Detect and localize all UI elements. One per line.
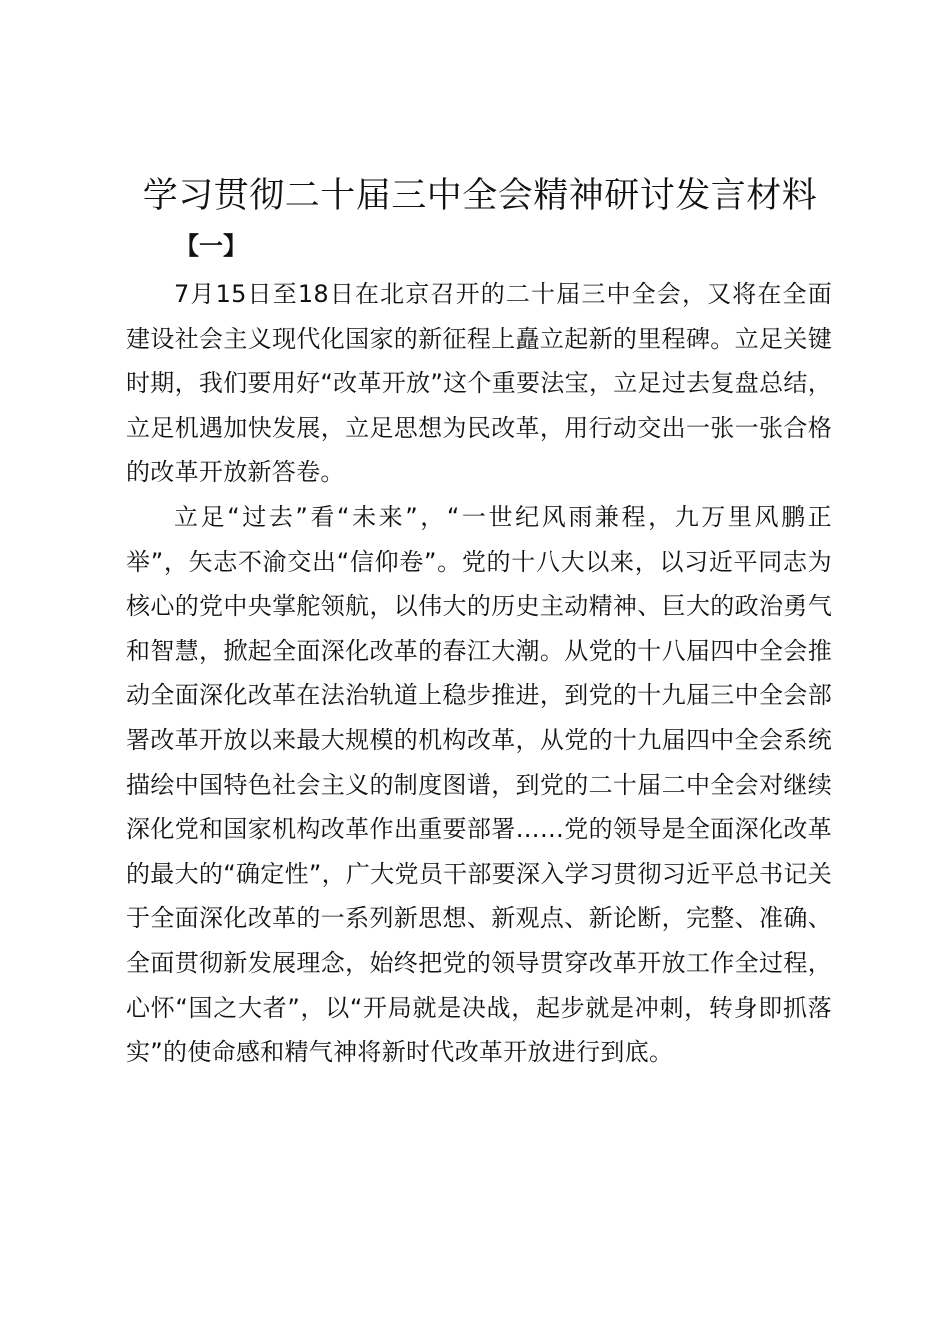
document-body — [126, 272, 832, 1075]
document-title: 学习贯彻二十届三中全会精神研讨发言材料 — [142, 176, 818, 216]
paragraph-2: 立足“过去”看“未来”，“一世纪风雨兼程，九万里风鹏正举”，矢志不渝交出“信仰卷”。党的十八大以来，以习近平同志为核心的党中央掌舵领航，以伟大的历史主动精神、巨大的政治勇气和智慧，掀起全面深化改革的春江大潮。从党的十八届四中全会推动全面深化改革在法治轨道上稳步推进，到党的十九届三中全会部署改革开放以来最大规模的机构改革，从党的十九届四中全会系统描绘中国特色社会主义的制度图谱，到党的二十届二中全会对继续深化党和国家机构改革作出重要部署……党的领导是全面深化改革的最大的“确定性”，广大党员干部要深入学习贯彻习近平总书记关于全面深化改革的一系列新思想、新观点、新论断，完整、准确、全面贯彻新发展理念，始终把党的领导贯穿改革开放工作全过程，心怀“国之大者”，以“开局就是决战，起步就是冲刺，转身即抓落实”的使命感和精气神将新时代改革开放进行到底。 — [126, 502, 832, 1067]
paragraph-1: 7月15日至18日在北京召开的二十届三中全会，又将在全面建设社会主义现代化国家的新征程上矗立起新的里程碑。立足关键时期，我们要用好“改革开放”这个重要法宝，立足过去复盘总结，立足机遇加快发展，立足思想为民改革，用行动交出一张一张合格的改革开放新答卷。 — [126, 280, 832, 487]
section-marker: 【一】 — [175, 232, 247, 260]
